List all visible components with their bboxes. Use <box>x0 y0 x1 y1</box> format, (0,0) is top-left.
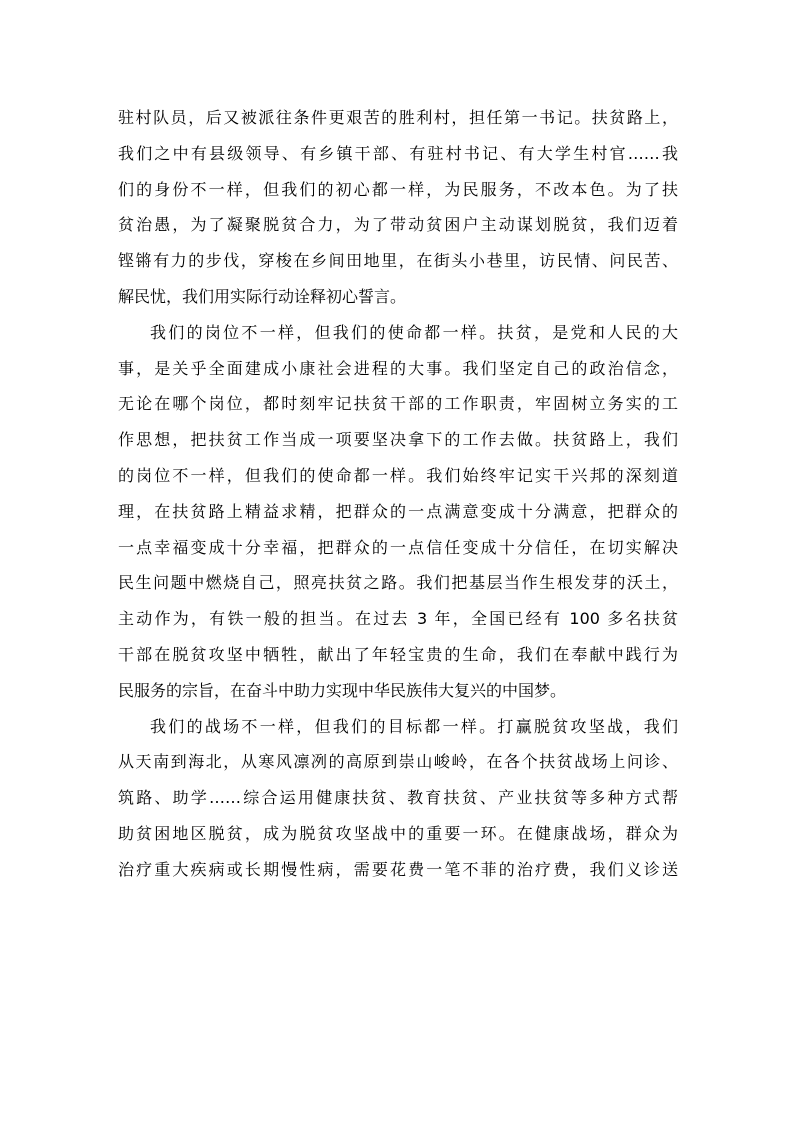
text-line: 贫治愚，为了凝聚脱贫合力，为了带动贫困户主动谋划脱贫，我们迈着 <box>118 215 678 235</box>
text-line: 事，是关乎全面建成小康社会进程的大事。我们坚定自己的政治信念， <box>118 358 678 378</box>
text-line: 干部在脱贫攻坚中牺牲，献出了年轻宝贵的生命，我们在奉献中践行为 <box>118 644 678 664</box>
text-line: 助贫困地区脱贫，成为脱贫攻坚战中的重要一环。在健康战场，群众为 <box>118 823 678 843</box>
text-line: 们的身份不一样，但我们的初心都一样，为民服务，不改本色。为了扶 <box>118 179 678 199</box>
text-line: 作思想，把扶贫工作当成一项要坚决拿下的工作去做。扶贫路上，我们 <box>118 430 678 450</box>
text-line: 筑路、助学……综合运用健康扶贫、教育扶贫、产业扶贫等多种方式帮 <box>118 788 678 808</box>
text-line: 的岗位不一样，但我们的使命都一样。我们始终牢记实干兴邦的深刻道 <box>118 465 678 485</box>
text-line: 驻村队员，后又被派往条件更艰苦的胜利村，担任第一书记。扶贫路上， <box>118 108 678 127</box>
text-line: 主动作为，有铁一般的担当。在过去 3 年，全国已经有 100 多名扶贫 <box>118 609 678 629</box>
text-line: 从天南到海北，从寒风凛冽的高原到崇山峻岭，在各个扶贫战场上问诊、 <box>118 752 678 772</box>
text-line: 我们的战场不一样，但我们的目标都一样。打赢脱贫攻坚战，我们 <box>150 716 678 736</box>
text-line: 我们之中有县级领导、有乡镇干部、有驻村书记、有大学生村官……我 <box>118 143 678 163</box>
text-line: 无论在哪个岗位，都时刻牢记扶贫干部的工作职责，牢固树立务实的工 <box>118 394 678 414</box>
text-line: 解民忧，我们用实际行动诠释初心誓言。 <box>118 286 407 306</box>
paragraph-2 <box>118 315 678 709</box>
text-line: 我们的岗位不一样，但我们的使命都一样。扶贫，是党和人民的大 <box>150 322 678 342</box>
text-line: 治疗重大疾病或长期慢性病，需要花费一笔不菲的治疗费，我们义诊送 <box>118 859 678 879</box>
text-line: 一点幸福变成十分幸福，把群众的一点信任变成十分信任，在切实解决 <box>118 537 678 557</box>
text-line: 民服务的宗旨，在奋斗中助力实现中华民族伟大复兴的中国梦。 <box>118 680 567 700</box>
text-line: 理，在扶贫路上精益求精，把群众的一点满意变成十分满意，把群众的 <box>118 501 678 521</box>
document-page <box>118 100 678 888</box>
paragraph-1 <box>118 100 678 315</box>
text-line: 民生问题中燃烧自己，照亮扶贫之路。我们把基层当作生根发芽的沃土， <box>118 573 678 593</box>
paragraph-3 <box>118 709 678 888</box>
text-line: 铿锵有力的步伐，穿梭在乡间田地里，在街头小巷里，访民情、问民苦、 <box>118 251 678 271</box>
